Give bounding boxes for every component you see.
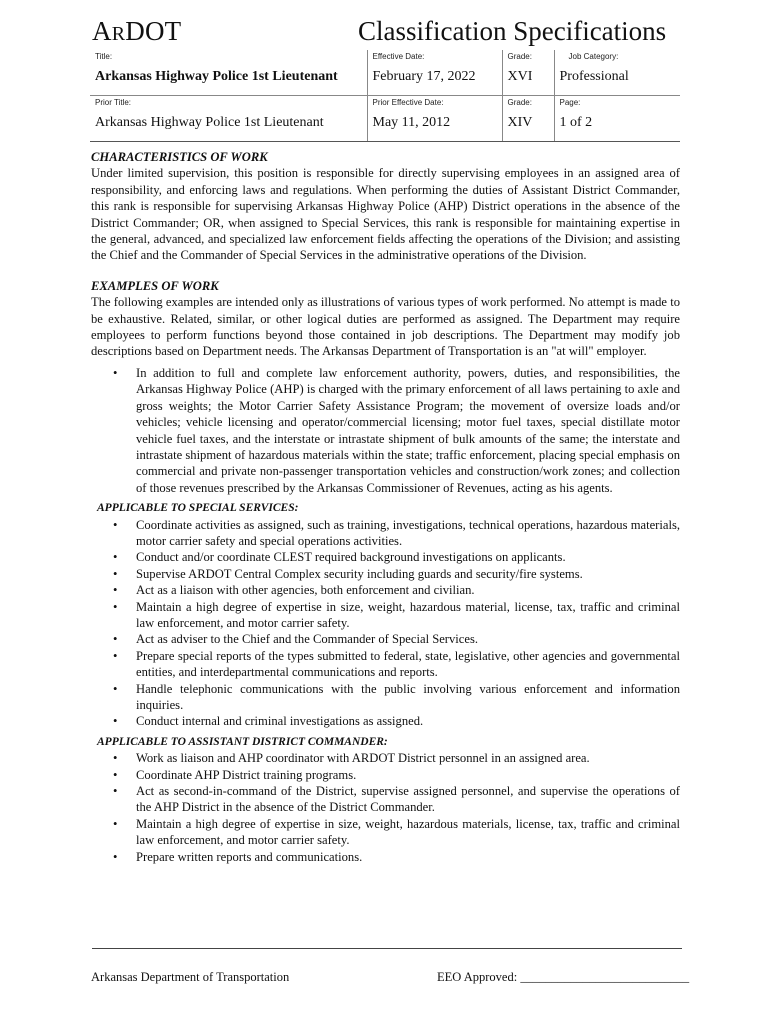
bullet-icon: •: [113, 566, 118, 581]
list-item: [91, 750, 680, 766]
bullet-icon: •: [113, 517, 118, 532]
list-item-text: Prepare special reports of the types submitted to federal, state, legislative, other agencies and governmental entities, and interdepartmental communications and reports.: [136, 648, 680, 680]
special-services-list: [91, 517, 680, 730]
page-label: Page:: [559, 98, 581, 107]
list-item-text: Handle telephonic communications with the public involving various enforcement and information inquiries.: [136, 681, 680, 712]
list-item: [91, 783, 680, 816]
list-item: [91, 517, 680, 550]
list-item: [91, 582, 680, 598]
list-item-text: Coordinate AHP District training programs.: [136, 767, 357, 782]
job-category-label: Job Category:: [568, 52, 619, 61]
page-number-value: 1 of 2: [554, 110, 680, 142]
prior-grade-label: Grade:: [502, 96, 554, 111]
bullet-icon: •: [113, 784, 118, 799]
list-item-text: Work as liaison and AHP coordinator with ARDOT District personnel in an assigned area.: [136, 751, 590, 766]
assistant-commander-heading: APPLICABLE TO ASSISTANT DISTRICT COMMANDER:: [97, 735, 388, 748]
list-item: [91, 767, 680, 783]
bullet-icon: •: [113, 816, 118, 831]
list-item: [91, 631, 680, 647]
grade-label: Grade:: [502, 50, 554, 64]
examples-intro: The following examples are intended only as illustrations of various types of work performed. No attempt is made to be exhaustive. Related, similar, or other logical duties are performed as assigned. The Department may require employees to perform functions beyond those contained in job descriptions. The Department may modify job descriptions based on Department needs. The Arkansas Department of Transportation is an "at will" employer.: [91, 295, 680, 359]
title-label: Title:: [90, 50, 367, 64]
list-item-text: Act as adviser to the Chief and the Commander of Special Services.: [136, 632, 479, 647]
bullet-icon: •: [113, 849, 118, 864]
list-item-text: Act as a liaison with other agencies, both enforcement and civilian.: [136, 583, 475, 598]
list-item: [91, 648, 680, 681]
prior-effective-date-label: Prior Effective Date:: [367, 96, 502, 111]
list-item-text: Maintain a high degree of expertise in size, weight, hazardous material, license, tax, traffic and criminal law enforcement, and motor carrier safety.: [136, 599, 680, 630]
org-logo-text: ARDOT: [92, 16, 182, 46]
list-item-text: Conduct and/or coordinate CLEST required background investigations on applicants.: [136, 550, 566, 565]
list-item: [91, 566, 680, 582]
footer-eeo-approval: EEO Approved: ___________________________: [437, 970, 690, 984]
list-item-text: Coordinate activities as assigned, such as training, investigations, technical operations, hazardous materials, motor carrier safety and special operations activities.: [136, 517, 680, 548]
list-item: [91, 713, 680, 729]
list-item: [91, 549, 680, 565]
list-item: [91, 816, 680, 849]
main-bullet-list: [91, 365, 680, 496]
job-category-value: Professional: [554, 64, 680, 96]
prior-title-label: Prior Title:: [90, 96, 367, 111]
list-item-text: Conduct internal and criminal investigations as assigned.: [136, 714, 424, 729]
characteristics-heading: CHARACTERISTICS OF WORK: [91, 150, 268, 164]
prior-title-value: Arkansas Highway Police 1st Lieutenant: [90, 110, 367, 142]
special-services-heading: APPLICABLE TO SPECIAL SERVICES:: [97, 502, 299, 515]
document-body: [91, 149, 680, 865]
bullet-icon: •: [113, 767, 118, 782]
bullet-icon: •: [113, 632, 118, 647]
list-item: [91, 599, 680, 632]
list-item: [91, 849, 680, 865]
prior-effective-date-value: May 11, 2012: [367, 110, 502, 142]
bullet-icon: •: [113, 583, 118, 598]
list-item: [91, 365, 680, 496]
characteristics-text: Under limited supervision, this position is responsible for directly supervising employees in an assigned area of responsibility, and enforcing laws and regulations. When performing the duties of Assistant District Commander, this rank is responsible for supervising Arkansas Highway Police (AHP) District operations in the absence of the District Commander; OR, when assigned to Special Services, this rank is responsible for maintaining expertise in the general, advanced, and specialized law enforcement fields affecting the operations of the Division; and assisting the Chief and the Commander of Special Services in the administrative operations of the Division.: [91, 166, 680, 263]
bullet-icon: •: [113, 681, 118, 696]
list-item-text: Supervise ARDOT Central Complex security including guards and security/fire systems.: [136, 566, 583, 581]
bullet-icon: •: [113, 751, 118, 766]
effective-date-value: February 17, 2022: [367, 64, 502, 96]
footer-divider: [92, 948, 682, 949]
list-item: [91, 681, 680, 714]
prior-grade-value: XIV: [502, 110, 554, 142]
grade-value: XVI: [502, 64, 554, 96]
title-value: Arkansas Highway Police 1st Lieutenant: [90, 64, 367, 96]
bullet-icon: •: [113, 648, 118, 663]
classification-meta-table: [90, 50, 680, 142]
bullet-icon: •: [113, 550, 118, 565]
bullet-icon: •: [113, 714, 118, 729]
assistant-commander-list: [91, 750, 680, 865]
effective-date-label: Effective Date:: [367, 50, 502, 64]
list-item-text: Maintain a high degree of expertise in size, weight, hazardous materials, license, tax, traffic and criminal law enforcement, and motor carrier safety.: [136, 816, 680, 848]
list-item-text: Act as second-in-command of the District, supervise assigned personnel, and supervise the operations of the AHP District in the absence of the District Commander.: [136, 784, 680, 815]
page-title: Classification Specifications: [358, 16, 667, 46]
examples-heading: EXAMPLES OF WORK: [91, 278, 219, 293]
list-item-text: Prepare written reports and communications.: [136, 849, 363, 864]
bullet-icon: •: [113, 599, 118, 614]
bullet-icon: •: [113, 365, 118, 380]
footer-department: Arkansas Department of Transportation: [91, 970, 290, 984]
list-item-text: In addition to full and complete law enforcement authority, powers, duties, and responsibilities, the Arkansas Highway Police (AHP) is charged with the primary enforcement of all laws pertaining to axle and gross weights; the Motor Carrier Safety Assistance Program; the movement of oversize loads and/or vehicles; vehicle licensing and operator/commercial licensing; motor fuel taxes, special distillate motor vehicle fuel taxes, and the interstate or intrastate shipment of bulk amounts of the same; the interstate and intrastate shipment of hazardous materials within the state; traffic enforcement, placing special emphasis on commercial and private non-passenger transportation vehicles and construction/work zones; and collection of those revenues prescribed by the Arkansas Commissioner of Revenues, acting as his agents.: [136, 365, 680, 495]
